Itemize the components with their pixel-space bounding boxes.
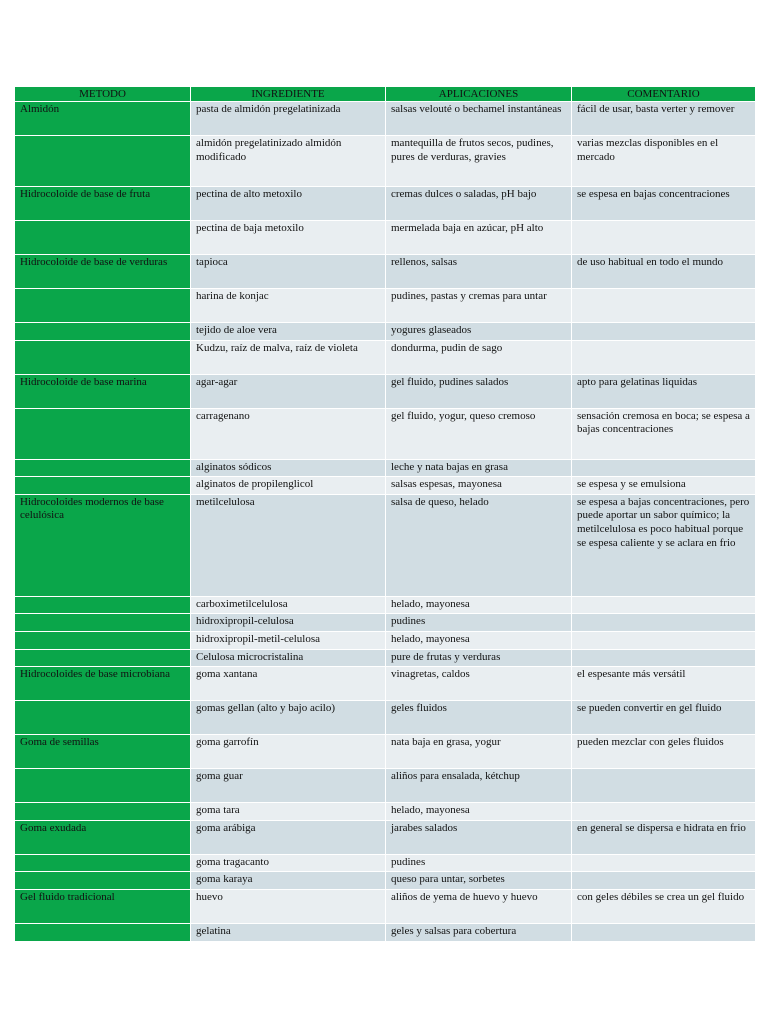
- cell-metodo: Hidrocoloides modernos de base celulósica: [15, 494, 191, 596]
- table-row: [15, 889, 756, 923]
- table-row: [15, 667, 756, 701]
- table-row: [15, 221, 756, 255]
- cell-comentario: [572, 221, 756, 255]
- cell-ingrediente: tapioca: [191, 255, 386, 289]
- table-row: [15, 854, 756, 872]
- cell-metodo: [15, 854, 191, 872]
- cell-ingrediente: harina de konjac: [191, 289, 386, 323]
- table-row: [15, 255, 756, 289]
- cell-metodo: [15, 923, 191, 941]
- table-row: [15, 408, 756, 459]
- cell-metodo: [15, 323, 191, 341]
- cell-ingrediente: goma karaya: [191, 872, 386, 890]
- cell-ingrediente: goma garrofín: [191, 735, 386, 769]
- table-row: [15, 735, 756, 769]
- cell-comentario: el espesante más versátil: [572, 667, 756, 701]
- cell-aplicaciones: cremas dulces o saladas, pH bajo: [386, 187, 572, 221]
- cell-metodo: Gel fluido tradicional: [15, 889, 191, 923]
- cell-metodo: [15, 136, 191, 187]
- table-row: [15, 477, 756, 495]
- cell-metodo: Almidón: [15, 102, 191, 136]
- cell-ingrediente: goma guar: [191, 769, 386, 803]
- cell-comentario: apto para gelatinas liquidas: [572, 374, 756, 408]
- cell-comentario: [572, 289, 756, 323]
- table-row: [15, 289, 756, 323]
- cell-comentario: de uso habitual en todo el mundo: [572, 255, 756, 289]
- table-row: [15, 596, 756, 614]
- cell-aplicaciones: salsa de queso, helado: [386, 494, 572, 596]
- cell-ingrediente: almidón pregelatinizado almidón modificado: [191, 136, 386, 187]
- table-row: [15, 769, 756, 803]
- cell-metodo: [15, 872, 191, 890]
- cell-aplicaciones: dondurma, pudin de sago: [386, 340, 572, 374]
- cell-aplicaciones: pudines, pastas y cremas para untar: [386, 289, 572, 323]
- cell-aplicaciones: gel fluido, yogur, queso cremoso: [386, 408, 572, 459]
- table-header-row: [15, 87, 756, 102]
- table-row: [15, 340, 756, 374]
- cell-comentario: [572, 854, 756, 872]
- cell-ingrediente: gomas gellan (alto y bajo acilo): [191, 701, 386, 735]
- cell-aplicaciones: geles fluidos: [386, 701, 572, 735]
- header-ingrediente: INGREDIENTE: [191, 87, 386, 102]
- cell-comentario: [572, 649, 756, 667]
- cell-aplicaciones: gel fluido, pudines salados: [386, 374, 572, 408]
- header-aplicaciones: APLICACIONES: [386, 87, 572, 102]
- cell-comentario: [572, 614, 756, 632]
- cell-comentario: [572, 872, 756, 890]
- cell-aplicaciones: nata baja en grasa, yogur: [386, 735, 572, 769]
- cell-aplicaciones: helado, mayonesa: [386, 803, 572, 821]
- table-row: [15, 614, 756, 632]
- cell-comentario: se pueden convertir en gel fluido: [572, 701, 756, 735]
- cell-aplicaciones: mermelada baja en azúcar, pH alto: [386, 221, 572, 255]
- cell-ingrediente: goma xantana: [191, 667, 386, 701]
- table-row: [15, 102, 756, 136]
- table-row: [15, 820, 756, 854]
- cell-metodo: Hidrocoloide de base marina: [15, 374, 191, 408]
- cell-comentario: [572, 803, 756, 821]
- cell-metodo: [15, 614, 191, 632]
- cell-ingrediente: carragenano: [191, 408, 386, 459]
- header-metodo: METODO: [15, 87, 191, 102]
- cell-comentario: se espesa y se emulsiona: [572, 477, 756, 495]
- cell-ingrediente: goma tara: [191, 803, 386, 821]
- hydrocolloid-table: [14, 86, 756, 942]
- cell-ingrediente: gelatina: [191, 923, 386, 941]
- table-row: [15, 701, 756, 735]
- cell-comentario: pueden mezclar con geles fluidos: [572, 735, 756, 769]
- cell-metodo: Goma de semillas: [15, 735, 191, 769]
- cell-ingrediente: hidroxipropil-celulosa: [191, 614, 386, 632]
- table-row: [15, 136, 756, 187]
- cell-aplicaciones: yogures glaseados: [386, 323, 572, 341]
- cell-metodo: [15, 408, 191, 459]
- cell-metodo: Goma exudada: [15, 820, 191, 854]
- cell-comentario: se espesa en bajas concentraciones: [572, 187, 756, 221]
- cell-ingrediente: pasta de almidón pregelatinizada: [191, 102, 386, 136]
- cell-metodo: Hidrocoloide de base de fruta: [15, 187, 191, 221]
- cell-aplicaciones: rellenos, salsas: [386, 255, 572, 289]
- table-row: [15, 872, 756, 890]
- cell-metodo: [15, 631, 191, 649]
- cell-metodo: Hidrocoloide de base de verduras: [15, 255, 191, 289]
- cell-metodo: [15, 477, 191, 495]
- cell-ingrediente: goma tragacanto: [191, 854, 386, 872]
- cell-comentario: [572, 769, 756, 803]
- cell-metodo: [15, 596, 191, 614]
- cell-ingrediente: agar-agar: [191, 374, 386, 408]
- cell-aplicaciones: salsas espesas, mayonesa: [386, 477, 572, 495]
- cell-comentario: [572, 923, 756, 941]
- cell-metodo: [15, 221, 191, 255]
- table-row: [15, 187, 756, 221]
- cell-aplicaciones: aliños para ensalada, kétchup: [386, 769, 572, 803]
- header-comentario: COMENTARIO: [572, 87, 756, 102]
- cell-metodo: [15, 769, 191, 803]
- cell-ingrediente: alginatos de propilenglicol: [191, 477, 386, 495]
- cell-aplicaciones: helado, mayonesa: [386, 596, 572, 614]
- cell-aplicaciones: queso para untar, sorbetes: [386, 872, 572, 890]
- table-row: [15, 631, 756, 649]
- table-row: [15, 374, 756, 408]
- cell-comentario: se espesa a bajas concentraciones, pero puede aportar un sabor químico; la metilcelulosa es poco habitual porque se espesa caliente y se aclara en frio: [572, 494, 756, 596]
- cell-ingrediente: tejido de aloe vera: [191, 323, 386, 341]
- cell-ingrediente: Celulosa microcristalina: [191, 649, 386, 667]
- cell-comentario: en general se dispersa e hidrata en frio: [572, 820, 756, 854]
- cell-metodo: [15, 803, 191, 821]
- cell-metodo: Hidrocoloides de base microbiana: [15, 667, 191, 701]
- cell-ingrediente: pectina de baja metoxilo: [191, 221, 386, 255]
- cell-comentario: [572, 596, 756, 614]
- cell-ingrediente: huevo: [191, 889, 386, 923]
- cell-aplicaciones: salsas velouté o bechamel instantáneas: [386, 102, 572, 136]
- cell-metodo: [15, 289, 191, 323]
- cell-comentario: [572, 631, 756, 649]
- cell-aplicaciones: jarabes salados: [386, 820, 572, 854]
- cell-ingrediente: metilcelulosa: [191, 494, 386, 596]
- cell-aplicaciones: pudines: [386, 614, 572, 632]
- cell-metodo: [15, 701, 191, 735]
- table-row: [15, 649, 756, 667]
- cell-ingrediente: hidroxipropil-metil-celulosa: [191, 631, 386, 649]
- table-row: [15, 803, 756, 821]
- cell-ingrediente: carboximetilcelulosa: [191, 596, 386, 614]
- cell-aplicaciones: pudines: [386, 854, 572, 872]
- cell-comentario: fácil de usar, basta verter y remover: [572, 102, 756, 136]
- cell-aplicaciones: helado, mayonesa: [386, 631, 572, 649]
- cell-aplicaciones: pure de frutas y verduras: [386, 649, 572, 667]
- table-body: [15, 102, 756, 942]
- cell-metodo: [15, 459, 191, 477]
- cell-comentario: [572, 340, 756, 374]
- cell-aplicaciones: geles y salsas para cobertura: [386, 923, 572, 941]
- cell-comentario: con geles débiles se crea un gel fluido: [572, 889, 756, 923]
- cell-aplicaciones: leche y nata bajas en grasa: [386, 459, 572, 477]
- cell-aplicaciones: aliños de yema de huevo y huevo: [386, 889, 572, 923]
- cell-comentario: varias mezclas disponibles en el mercado: [572, 136, 756, 187]
- cell-aplicaciones: vinagretas, caldos: [386, 667, 572, 701]
- cell-comentario: sensación cremosa en boca; se espesa a bajas concentraciones: [572, 408, 756, 459]
- cell-comentario: [572, 323, 756, 341]
- cell-ingrediente: alginatos sódicos: [191, 459, 386, 477]
- cell-ingrediente: goma arábiga: [191, 820, 386, 854]
- cell-metodo: [15, 340, 191, 374]
- cell-comentario: [572, 459, 756, 477]
- cell-metodo: [15, 649, 191, 667]
- cell-ingrediente: pectina de alto metoxilo: [191, 187, 386, 221]
- table-row: [15, 459, 756, 477]
- cell-aplicaciones: mantequilla de frutos secos, pudines, pures de verduras, gravies: [386, 136, 572, 187]
- cell-ingrediente: Kudzu, raíz de malva, raíz de violeta: [191, 340, 386, 374]
- table-row: [15, 494, 756, 596]
- table-row: [15, 323, 756, 341]
- table-row: [15, 923, 756, 941]
